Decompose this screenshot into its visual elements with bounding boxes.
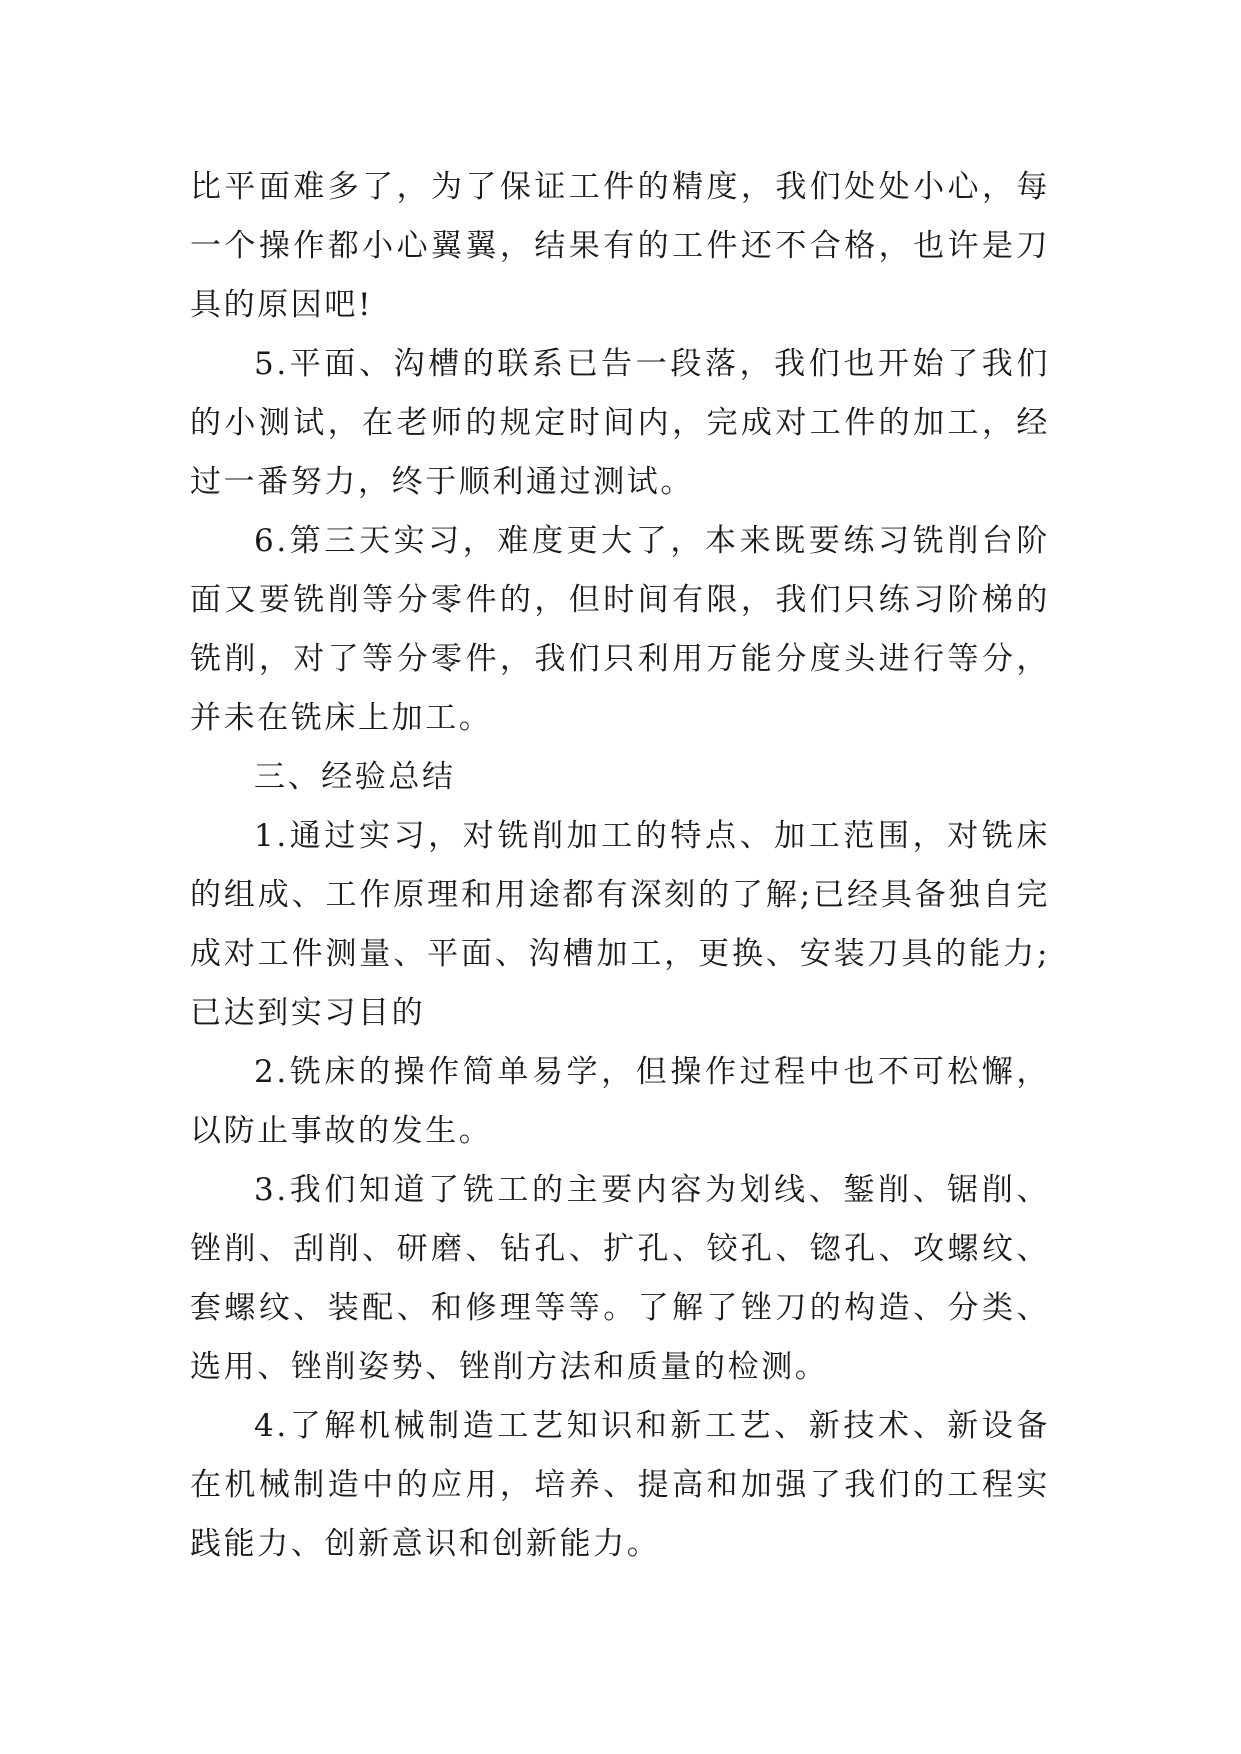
paragraph-summary-1: 1.通过实习，对铣削加工的特点、加工范围，对铣床的组成、工作原理和用途都有深刻的了解;已经具备独自完成对工件测量、平面、沟槽加工，更换、安装刀具的能力;已达到实习目的	[190, 818, 1050, 1031]
section-heading-experience-summary: 三、经验总结	[254, 759, 456, 795]
document-body	[190, 158, 1050, 1574]
paragraph-item-6: 6.第三天实习，难度更大了，本来既要练习铣削台阶面又要铣削等分零件的，但时间有限，我们只练习阶梯的铣削，对了等分零件，我们只利用万能分度头进行等分，并未在铣床上加工。	[190, 523, 1050, 736]
paragraph-summary-3: 3.我们知道了铣工的主要内容为划线、錾削、锯削、锉削、刮削、研磨、钻孔、扩孔、铰孔、锪孔、攻螺纹、套螺纹、装配、和修理等等。了解了锉刀的构造、分类、选用、锉削姿势、锉削方法和质量的检测。	[190, 1172, 1050, 1385]
paragraph-continuation: 比平面难多了，为了保证工件的精度，我们处处小心，每一个操作都小心翼翼，结果有的工件还不合格，也许是刀具的原因吧!	[190, 169, 1050, 323]
paragraph-summary-4: 4.了解机械制造工艺知识和新工艺、新技术、新设备在机械制造中的应用，培养、提高和加强了我们的工程实践能力、创新意识和创新能力。	[190, 1408, 1050, 1562]
paragraph-summary-2: 2.铣床的操作简单易学，但操作过程中也不可松懈，以防止事故的发生。	[190, 1054, 1050, 1149]
paragraph-item-5: 5.平面、沟槽的联系已告一段落，我们也开始了我们的小测试，在老师的规定时间内，完成对工件的加工，经过一番努力，终于顺利通过测试。	[190, 346, 1050, 500]
